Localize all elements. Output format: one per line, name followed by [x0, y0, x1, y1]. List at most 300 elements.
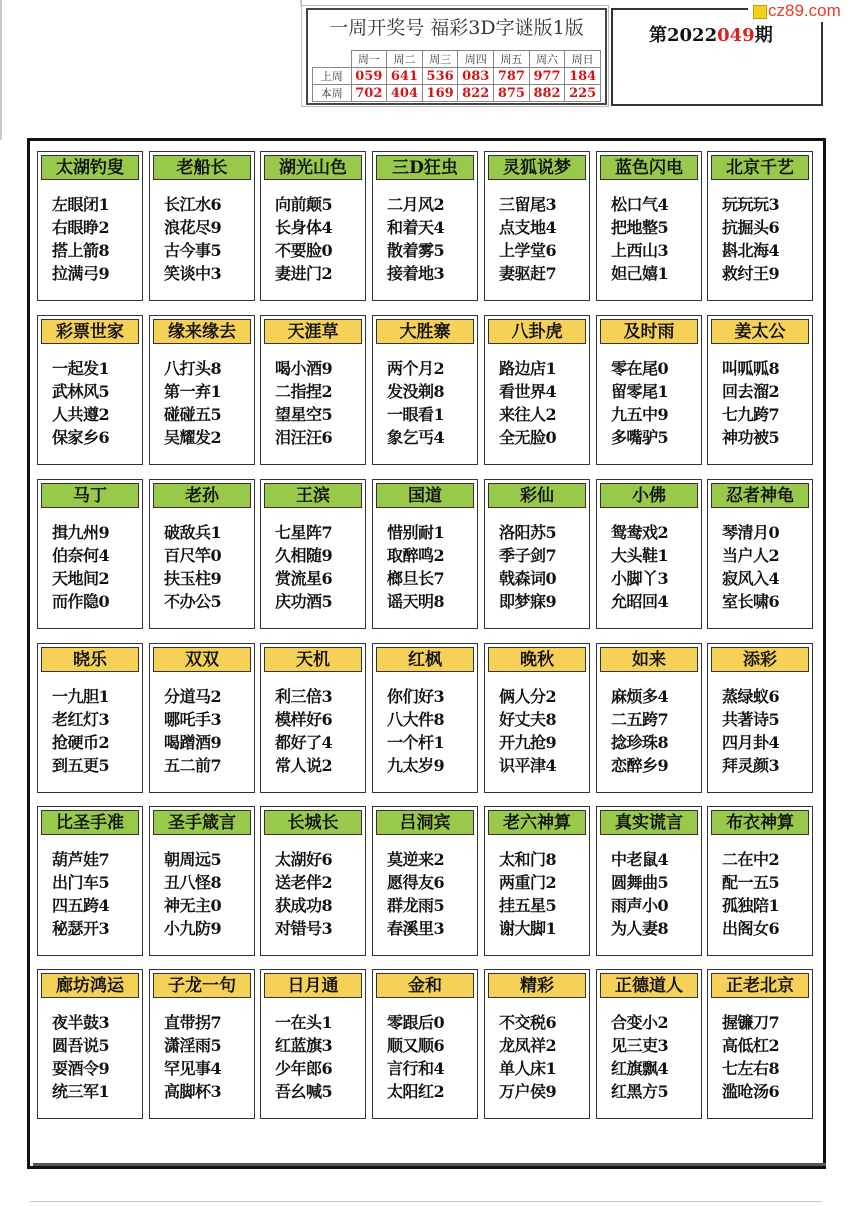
riddle-author: 老孙: [153, 483, 251, 508]
page-edge: [0, 0, 2, 140]
riddle-line: 浪花尽9: [164, 218, 222, 237]
riddle-line: 两个月2: [387, 359, 445, 378]
riddle-line: 捻珍珠8: [611, 733, 669, 752]
riddle-line: 丑八怪8: [164, 873, 222, 892]
riddle-line: 滥呛汤6: [722, 1082, 780, 1101]
riddle-line: 圆吾说5: [52, 1036, 110, 1055]
riddle-cell: [260, 315, 366, 465]
riddle-line: 右眼睁2: [52, 218, 110, 237]
riddle-author: 晚秋: [488, 647, 586, 672]
riddle-lines: [275, 521, 363, 613]
draw-number: 641: [387, 68, 423, 85]
riddle-lines: [52, 521, 140, 613]
riddle-author: 如来: [600, 647, 698, 672]
riddle-line: 救纣王9: [722, 264, 780, 283]
riddle-line: 共著诗5: [722, 710, 780, 729]
riddle-author: 长城长: [264, 810, 362, 835]
riddle-line: 吴耀发2: [164, 428, 222, 447]
riddle-line: 留零尾1: [611, 382, 669, 401]
riddle-line: 高脚杯3: [164, 1082, 222, 1101]
draw-number: 977: [529, 68, 565, 85]
riddle-cell: [37, 479, 143, 629]
riddle-lines: [499, 193, 587, 285]
riddle-lines: [387, 685, 475, 777]
riddle-line: 第一弃1: [164, 382, 222, 401]
day-header: 周五: [494, 51, 530, 68]
riddle-line: 都好了4: [275, 733, 333, 752]
riddle-line: 拜灵颜3: [722, 756, 780, 775]
results-table: [312, 50, 601, 102]
riddle-line: 潇淫雨5: [164, 1036, 222, 1055]
riddle-line: 笑谈中3: [164, 264, 222, 283]
riddle-cell: [260, 643, 366, 793]
riddle-line: 获成功8: [275, 896, 333, 915]
riddle-line: 破敌兵1: [164, 523, 222, 542]
results-row-this-week: [313, 85, 601, 102]
day-header: 周四: [458, 51, 494, 68]
draw-number: 536: [422, 68, 458, 85]
riddle-line: 雨声小0: [611, 896, 669, 915]
riddle-cell: [596, 806, 702, 956]
riddle-line: 两重门2: [499, 873, 557, 892]
riddle-line: 神功被5: [722, 428, 780, 447]
riddle-lines: [499, 1011, 587, 1103]
riddle-author: 子龙一句: [153, 973, 251, 998]
riddle-cell: [596, 969, 702, 1119]
riddle-line: 和着天4: [387, 218, 445, 237]
riddle-cell: [484, 969, 590, 1119]
riddle-line: 泪汪汪6: [275, 428, 333, 447]
riddle-lines: [722, 848, 810, 940]
riddle-line: 恋醉乡9: [611, 756, 669, 775]
riddle-lines: [611, 357, 699, 449]
riddle-author: 蓝色闪电: [600, 155, 698, 180]
riddle-cell: [707, 643, 813, 793]
riddle-line: 抗掘头6: [722, 218, 780, 237]
riddle-line: 人共遵2: [52, 405, 110, 424]
riddle-author: 湖光山色: [264, 155, 362, 180]
riddle-cell: [484, 315, 590, 465]
riddle-author: 精彩: [488, 973, 586, 998]
riddle-line: 惜别耐1: [387, 523, 445, 542]
riddle-lines: [52, 193, 140, 285]
riddle-cell: [260, 479, 366, 629]
watermark-text: cz89.com: [768, 1, 841, 20]
riddle-line: 群龙雨5: [387, 896, 445, 915]
riddle-cell: [149, 151, 255, 301]
site-watermark: [748, 0, 850, 22]
riddle-line: 孤独陪1: [722, 896, 780, 915]
issue-prefix: 第2022: [649, 25, 718, 46]
riddle-line: 谣天明8: [387, 592, 445, 611]
riddle-line: 上学堂6: [499, 241, 557, 260]
riddle-line: 龙凤祥2: [499, 1036, 557, 1055]
riddle-line: 一起发1: [52, 359, 110, 378]
riddle-line: 搭上箭8: [52, 241, 110, 260]
riddle-line: 即梦寐9: [499, 592, 557, 611]
riddle-line: 长江水6: [164, 195, 222, 214]
riddle-line: 七九跨7: [722, 405, 780, 424]
riddle-line: 罕见事4: [164, 1059, 222, 1078]
draw-number: 404: [387, 85, 423, 102]
riddle-lines: [52, 685, 140, 777]
riddle-line: 室长啸6: [722, 592, 780, 611]
riddle-line: 百尺竿0: [164, 546, 222, 565]
riddle-line: 蒸绿蚁6: [722, 687, 780, 706]
riddle-lines: [164, 685, 252, 777]
riddle-line: 愿得友6: [387, 873, 445, 892]
riddle-lines: [722, 521, 810, 613]
riddle-line: 春溪里3: [387, 919, 445, 938]
riddle-cell: [484, 643, 590, 793]
riddle-cell: [149, 806, 255, 956]
riddle-line: 不要脸0: [275, 241, 333, 260]
riddle-line: 揖九州9: [52, 523, 110, 542]
riddle-line: 中老鼠4: [611, 850, 669, 869]
riddle-line: 二在中2: [722, 850, 780, 869]
riddle-author: 日月通: [264, 973, 362, 998]
riddle-line: 寂风入4: [722, 569, 780, 588]
riddle-line: 琴清月0: [722, 523, 780, 542]
riddle-line: 利三倍3: [275, 687, 333, 706]
riddle-line: 八打头8: [164, 359, 222, 378]
riddle-line: 不交税6: [499, 1013, 557, 1032]
riddle-cell: [484, 479, 590, 629]
riddle-author: 红枫: [376, 647, 474, 672]
riddle-line: 红旗飘4: [611, 1059, 669, 1078]
riddle-line: 妻进门2: [275, 264, 333, 283]
riddle-line: 一在头1: [275, 1013, 333, 1032]
riddle-line: 零在尾0: [611, 359, 669, 378]
riddle-line: 红黑方5: [611, 1082, 669, 1101]
riddle-author: 国道: [376, 483, 474, 508]
riddle-lines: [722, 193, 810, 285]
riddle-line: 高低杠2: [722, 1036, 780, 1055]
riddle-line: 老红灯3: [52, 710, 110, 729]
riddle-line: 武林风5: [52, 382, 110, 401]
riddle-line: 叫呱呱8: [722, 359, 780, 378]
riddle-line: 斟北海4: [722, 241, 780, 260]
riddle-cell: [372, 643, 478, 793]
riddle-line: 鸳鸯戏2: [611, 523, 669, 542]
riddle-cell: [707, 151, 813, 301]
riddle-lines: [164, 193, 252, 285]
riddle-line: 秘瑟开3: [52, 919, 110, 938]
riddle-line: 红蓝旗3: [275, 1036, 333, 1055]
riddle-lines: [275, 848, 363, 940]
riddle-line: 上西山3: [611, 241, 669, 260]
riddle-cell: [372, 806, 478, 956]
riddle-cell: [372, 479, 478, 629]
riddle-line: 七星阵7: [275, 523, 333, 542]
riddle-author: 老船长: [153, 155, 251, 180]
riddle-cell: [372, 315, 478, 465]
riddle-lines: [52, 848, 140, 940]
riddle-line: 喝蹭酒9: [164, 733, 222, 752]
riddle-line: 向前颠5: [275, 195, 333, 214]
riddle-line: 喝小酒9: [275, 359, 333, 378]
riddle-line: 天地间2: [52, 569, 110, 588]
riddle-cell: [596, 315, 702, 465]
riddle-cell: [37, 969, 143, 1119]
riddle-author: 老六神算: [488, 810, 586, 835]
riddle-line: 来往人2: [499, 405, 557, 424]
results-row-last-week: [313, 68, 601, 85]
riddle-line: 分道马2: [164, 687, 222, 706]
riddle-line: 直带拐7: [164, 1013, 222, 1032]
riddle-lines: [611, 1011, 699, 1103]
riddle-line: 二五跨7: [611, 710, 669, 729]
bottom-divider: [30, 1201, 822, 1202]
riddle-line: 榔旦长7: [387, 569, 445, 588]
riddle-line: 路边店1: [499, 359, 557, 378]
riddle-lines: [164, 848, 252, 940]
riddle-lines: [387, 1011, 475, 1103]
riddle-line: 莫逆来2: [387, 850, 445, 869]
riddle-author: 真实谎言: [600, 810, 698, 835]
riddle-line: 哪吒手3: [164, 710, 222, 729]
riddle-author: 天涯草: [264, 319, 362, 344]
riddle-line: 松口气4: [611, 195, 669, 214]
riddle-line: 俩人分2: [499, 687, 557, 706]
riddle-line: 大头鞋1: [611, 546, 669, 565]
riddle-author: 及时雨: [600, 319, 698, 344]
riddle-cell: [372, 969, 478, 1119]
riddle-line: 小九防9: [164, 919, 222, 938]
riddle-line: 谢大脚1: [499, 919, 557, 938]
riddle-lines: [164, 521, 252, 613]
riddle-line: 四月卦4: [722, 733, 780, 752]
riddle-cell: [149, 643, 255, 793]
riddle-line: 多嘴驴5: [611, 428, 669, 447]
riddle-line: 少年郎6: [275, 1059, 333, 1078]
riddle-line: 九五中9: [611, 405, 669, 424]
riddle-cell: [37, 315, 143, 465]
riddle-line: 回去溜2: [722, 382, 780, 401]
day-header: 周二: [387, 51, 423, 68]
riddle-lines: [387, 521, 475, 613]
row-label: 本周: [313, 85, 352, 102]
riddle-line: 夜半鼓3: [52, 1013, 110, 1032]
riddle-cell: [484, 806, 590, 956]
riddle-lines: [387, 357, 475, 449]
riddle-line: 好丈夫8: [499, 710, 557, 729]
riddle-line: 九太岁9: [387, 756, 445, 775]
riddle-author: 廊坊鸿运: [41, 973, 139, 998]
riddle-cell: [149, 315, 255, 465]
riddle-lines: [611, 685, 699, 777]
draw-number: 169: [422, 85, 458, 102]
riddle-author: 彩仙: [488, 483, 586, 508]
riddle-author: 小佛: [600, 483, 698, 508]
riddle-line: 把地整5: [611, 218, 669, 237]
issue-suffix: 期: [754, 25, 773, 46]
riddle-lines: [611, 193, 699, 285]
riddle-line: 点支地4: [499, 218, 557, 237]
riddle-line: 拉满弓9: [52, 264, 110, 283]
issue-number: [649, 21, 773, 47]
riddle-line: 常人说2: [275, 756, 333, 775]
riddle-cell: [149, 479, 255, 629]
frame-shadow: [33, 1163, 826, 1166]
riddle-line: 一眼看1: [387, 405, 445, 424]
riddle-author: 吕洞宾: [376, 810, 474, 835]
issue-digits: 049: [717, 25, 755, 46]
draw-number: 184: [565, 68, 601, 85]
draw-number: 225: [565, 85, 601, 102]
results-corner: [313, 51, 352, 68]
riddle-cell: [260, 806, 366, 956]
riddle-line: 单人床1: [499, 1059, 557, 1078]
row-label: 上周: [313, 68, 352, 85]
riddle-lines: [52, 1011, 140, 1103]
riddle-line: 久相随9: [275, 546, 333, 565]
riddle-line: 而作隐0: [52, 592, 110, 611]
riddle-line: 一九胆1: [52, 687, 110, 706]
riddle-author: 八卦虎: [488, 319, 586, 344]
riddle-lines: [52, 357, 140, 449]
riddle-line: 全无脸0: [499, 428, 557, 447]
riddle-lines: [499, 521, 587, 613]
riddle-cell: [37, 643, 143, 793]
riddle-line: 看世界4: [499, 382, 557, 401]
riddle-lines: [499, 685, 587, 777]
draw-number: 702: [351, 85, 387, 102]
riddle-author: 大胜寨: [376, 319, 474, 344]
riddle-line: 朝周远5: [164, 850, 222, 869]
riddle-line: 庆功酒5: [275, 592, 333, 611]
riddle-line: 圆舞曲5: [611, 873, 669, 892]
riddle-line: 见三吏3: [611, 1036, 669, 1055]
riddle-lines: [611, 521, 699, 613]
riddle-line: 挂五星5: [499, 896, 557, 915]
riddle-line: 到五更5: [52, 756, 110, 775]
riddle-cell: [484, 151, 590, 301]
riddle-line: 抢硬币2: [52, 733, 110, 752]
riddle-author: 灵狐说梦: [488, 155, 586, 180]
riddle-line: 为人妻8: [611, 919, 669, 938]
riddle-line: 伯奈何4: [52, 546, 110, 565]
riddle-line: 四五跨4: [52, 896, 110, 915]
riddle-cell: [260, 151, 366, 301]
riddle-line: 戟森词0: [499, 569, 557, 588]
riddle-line: 三留尾3: [499, 195, 557, 214]
riddle-author: 金和: [376, 973, 474, 998]
riddle-author: 正德道人: [600, 973, 698, 998]
weekly-results-box: [306, 8, 607, 105]
riddle-lines: [722, 357, 810, 449]
day-header: 周三: [422, 51, 458, 68]
riddle-cell: [149, 969, 255, 1119]
riddle-line: 八大件8: [387, 710, 445, 729]
riddle-author: 太湖钓叟: [41, 155, 139, 180]
riddle-cell: [596, 643, 702, 793]
riddle-author: 彩票世家: [41, 319, 139, 344]
riddle-line: 七左右8: [722, 1059, 780, 1078]
day-header: 周日: [565, 51, 601, 68]
riddle-author: 忍者神龟: [711, 483, 809, 508]
riddle-lines: [499, 357, 587, 449]
riddle-lines: [275, 193, 363, 285]
riddle-line: 合变小2: [611, 1013, 669, 1032]
riddle-author: 比圣手准: [41, 810, 139, 835]
riddle-lines: [499, 848, 587, 940]
riddle-line: 象乞丐4: [387, 428, 445, 447]
riddle-line: 碰碰五5: [164, 405, 222, 424]
riddle-lines: [387, 193, 475, 285]
riddle-cell: [37, 151, 143, 301]
riddle-lines: [722, 1011, 810, 1103]
draw-number: 787: [494, 68, 530, 85]
day-header: 周一: [351, 51, 387, 68]
riddle-cell: [37, 806, 143, 956]
draw-number: 059: [351, 68, 387, 85]
riddle-line: 送老伴2: [275, 873, 333, 892]
riddle-line: 太阳红2: [387, 1082, 445, 1101]
riddle-author: 北京千艺: [711, 155, 809, 180]
riddle-cell: [260, 969, 366, 1119]
riddle-author: 正老北京: [711, 973, 809, 998]
riddle-lines: [722, 685, 810, 777]
riddle-lines: [387, 848, 475, 940]
watermark-logo-icon: [753, 5, 767, 19]
draw-number: 083: [458, 68, 494, 85]
riddle-line: 赏流星6: [275, 569, 333, 588]
riddle-author: 布衣神算: [711, 810, 809, 835]
riddle-line: 神无主0: [164, 896, 222, 915]
riddle-cell: [707, 806, 813, 956]
riddle-line: 妲己嬉1: [611, 264, 669, 283]
riddle-cell: [707, 315, 813, 465]
riddle-author: 添彩: [711, 647, 809, 672]
riddle-line: 对错号3: [275, 919, 333, 938]
riddle-line: 保家乡6: [52, 428, 110, 447]
riddle-cell: [707, 969, 813, 1119]
riddle-cell: [372, 151, 478, 301]
riddle-line: 散着雾5: [387, 241, 445, 260]
riddle-line: 扶玉柱9: [164, 569, 222, 588]
riddle-author: 晓乐: [41, 647, 139, 672]
riddle-author: 三D狂虫: [376, 155, 474, 180]
riddle-line: 葫芦娃7: [52, 850, 110, 869]
riddle-line: 你们好3: [387, 687, 445, 706]
riddle-line: 当户人2: [722, 546, 780, 565]
riddle-line: 接着地3: [387, 264, 445, 283]
riddle-line: 顺又顺6: [387, 1036, 445, 1055]
riddle-line: 五二前7: [164, 756, 222, 775]
riddle-line: 开九抢9: [499, 733, 557, 752]
riddle-line: 麻烦多4: [611, 687, 669, 706]
riddle-line: 二月风2: [387, 195, 445, 214]
riddle-author: 双双: [153, 647, 251, 672]
riddle-line: 模样好6: [275, 710, 333, 729]
riddle-line: 太湖好6: [275, 850, 333, 869]
riddle-line: 二指捏2: [275, 382, 333, 401]
riddle-line: 望星空5: [275, 405, 333, 424]
riddle-lines: [275, 1011, 363, 1103]
riddle-line: 不办公5: [164, 592, 222, 611]
riddle-author: 缘来缘去: [153, 319, 251, 344]
riddle-line: 长身体4: [275, 218, 333, 237]
riddle-lines: [164, 357, 252, 449]
riddle-line: 古今事5: [164, 241, 222, 260]
riddle-lines: [611, 848, 699, 940]
riddle-author: 马丁: [41, 483, 139, 508]
riddle-line: 握镰刀7: [722, 1013, 780, 1032]
riddle-line: 识平津4: [499, 756, 557, 775]
riddle-line: 小脚丫3: [611, 569, 669, 588]
draw-number: 875: [494, 85, 530, 102]
